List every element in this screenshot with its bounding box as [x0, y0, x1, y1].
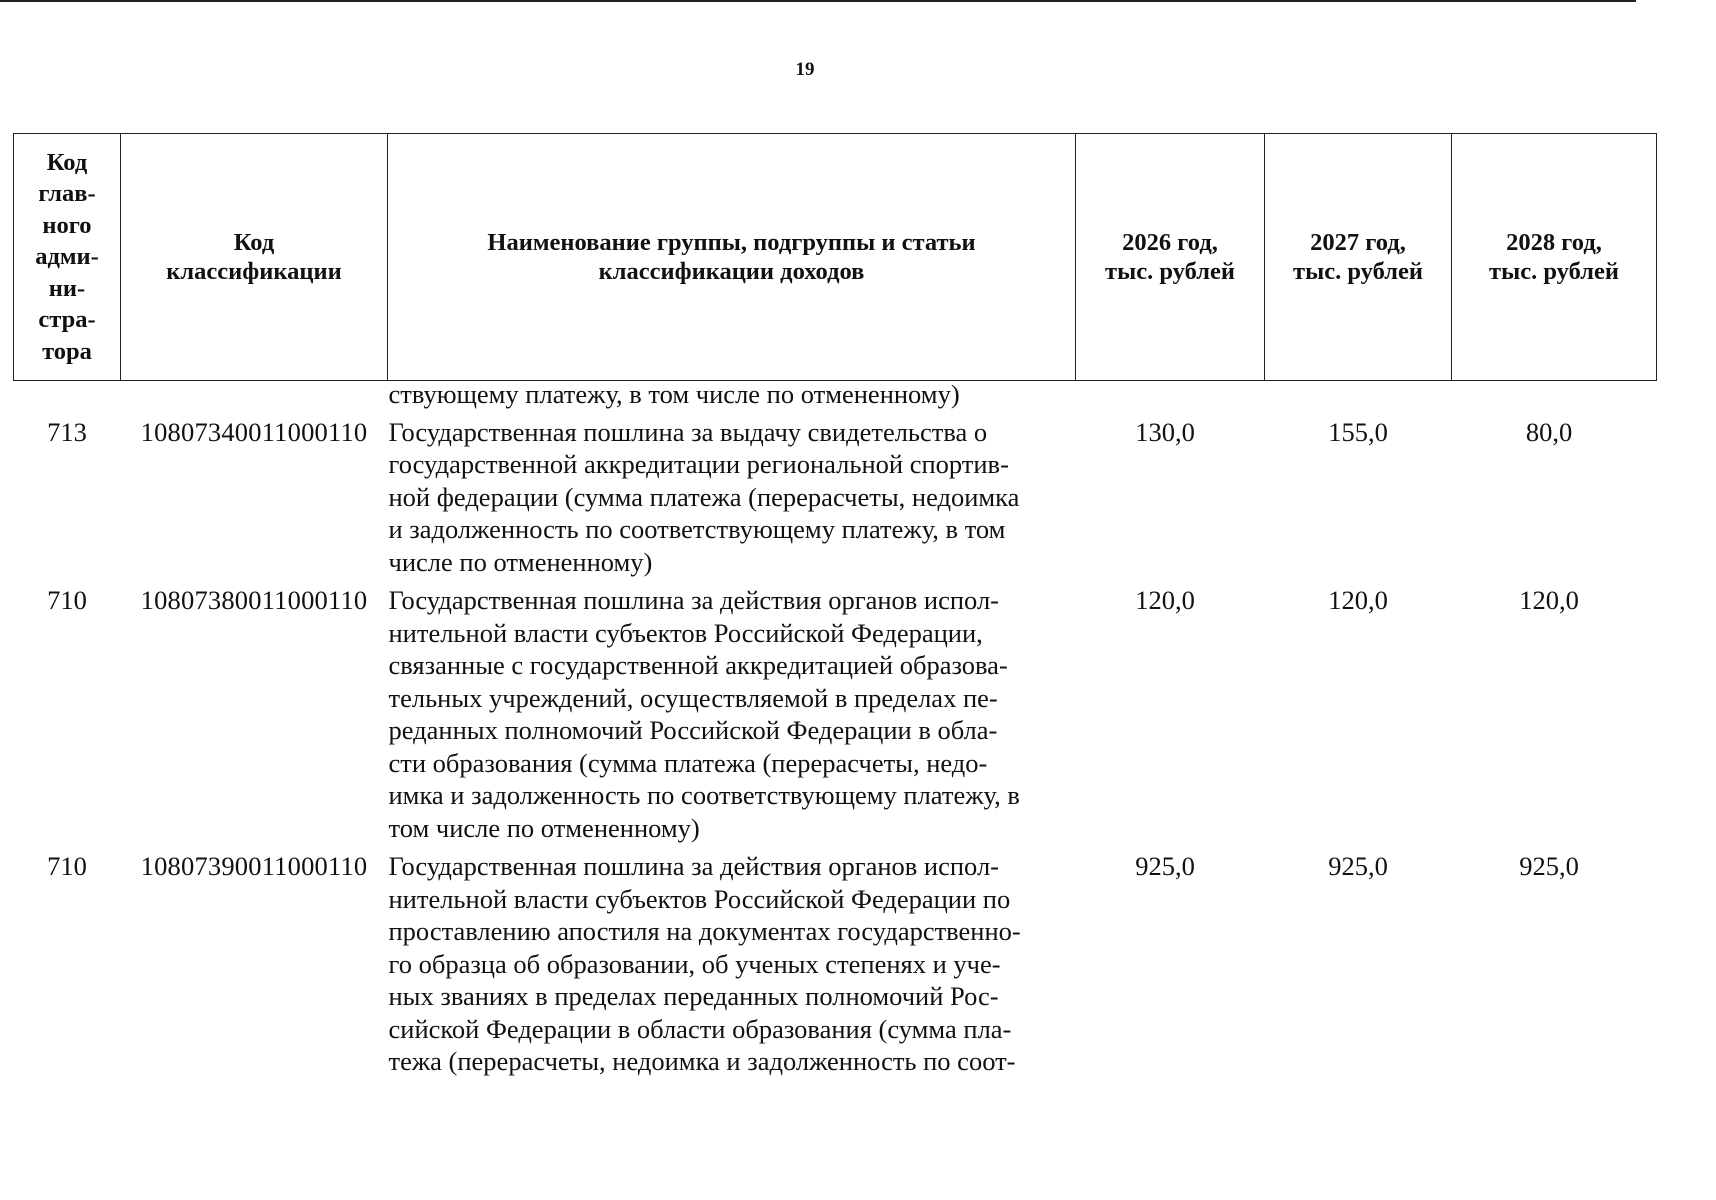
- continuation-text: [388, 381, 1076, 411]
- header-2027-line: 2027 год,: [1310, 229, 1406, 256]
- header-class-code-line: классификации: [166, 258, 342, 285]
- header-class-code-line: Код: [233, 229, 275, 256]
- header-admin-code-line: адми-: [35, 243, 99, 271]
- header-class-code: [121, 134, 388, 381]
- header-admin-code-line: тора: [42, 337, 92, 365]
- header-name-line: Наименование группы, подгруппы и статьи: [487, 229, 976, 256]
- header-2027-line: тыс. рублей: [1293, 258, 1423, 285]
- header-admin-code-line: стра-: [38, 306, 96, 334]
- table-row: [14, 844, 1657, 1078]
- name-line: ствующему платежу, в том числе по отмененному): [388, 379, 960, 409]
- classification-code-cell: 10807390011000110: [140, 851, 368, 881]
- value-2028-cell: 80,0: [1525, 416, 1573, 447]
- name-line: нительной власти субъектов Российской Федерации,: [388, 617, 983, 648]
- header-2026-line: 2026 год,: [1122, 229, 1218, 256]
- header-name: [388, 134, 1076, 381]
- name-line: имка и задолженность по соответствующему платежу, в: [388, 780, 1020, 810]
- admin-code-cell: 710: [47, 585, 87, 615]
- header-admin-code-line: ного: [42, 211, 92, 239]
- name-line: го образца об образовании, об ученых степенях и уче-: [388, 948, 1001, 979]
- cell-empty: [14, 381, 121, 411]
- cell-empty: [1452, 381, 1657, 411]
- name-cell: [388, 844, 1076, 1078]
- header-2028-line: 2028 год,: [1506, 229, 1602, 256]
- name-line: ных званиях в пределах переданных полномочий Рос-: [388, 981, 999, 1011]
- header-admin-code-line: ни-: [48, 274, 86, 302]
- value-2026-cell: 925,0: [1135, 851, 1195, 881]
- name-line: сти образования (сумма платежа (перерасчеты, недо-: [388, 747, 988, 778]
- admin-code-cell: 713: [47, 416, 87, 447]
- classification-code-cell: 10807380011000110: [140, 585, 368, 615]
- top-rule: [0, 0, 1636, 2]
- name-line: ной федерации (сумма платежа (перерасчеты, недоимка: [388, 481, 1020, 512]
- name-cell: [388, 411, 1076, 579]
- value-2028-cell: 120,0: [1519, 585, 1579, 615]
- value-2027-cell: 155,0: [1328, 416, 1388, 447]
- header-admin-code-line: глав-: [38, 180, 96, 208]
- name-line: тельных учреждений, осуществляемой в пределах пе-: [388, 682, 998, 713]
- value-2027-cell: 925,0: [1328, 851, 1388, 881]
- classification-code-cell: 10807340011000110: [140, 416, 368, 447]
- header-2026: [1076, 134, 1265, 381]
- cell-empty: [121, 381, 388, 411]
- header-admin-code: [14, 134, 121, 381]
- header-admin-code-line: Код: [46, 148, 88, 176]
- cell-empty: [1076, 381, 1265, 411]
- page-number: 19: [795, 59, 815, 80]
- cell-empty: [1265, 381, 1452, 411]
- name-line: нительной власти субъектов Российской Федерации по: [388, 883, 1011, 914]
- name-line: сийской Федерации в области образования (сумма пла-: [388, 1013, 1012, 1044]
- name-line: Государственная пошлина за выдачу свидетельства о: [388, 416, 988, 447]
- header-2027: [1265, 134, 1452, 381]
- name-line: тежа (перерасчеты, недоимка и задолженность по соот-: [388, 1046, 1016, 1076]
- name-line: Государственная пошлина за действия органов испол-: [388, 851, 1000, 881]
- header-name-line: классификации доходов: [598, 258, 865, 285]
- header-2028: [1452, 134, 1657, 381]
- name-line: реданных полномочий Российской Федерации в обла-: [388, 715, 998, 745]
- name-cell: [388, 578, 1076, 844]
- revenue-table: [13, 133, 1657, 1078]
- table-row: [14, 578, 1657, 844]
- value-2026-cell: 130,0: [1135, 416, 1195, 447]
- name-line: том числе по отмененному): [388, 812, 700, 843]
- name-line: государственной аккредитации региональной спортив-: [388, 449, 1009, 479]
- table-row: [14, 411, 1657, 579]
- name-line: связанные с государственной аккредитацией образова-: [388, 650, 1008, 680]
- value-2027-cell: 120,0: [1328, 585, 1388, 615]
- name-line: Государственная пошлина за действия органов испол-: [388, 585, 1000, 615]
- header-2028-line: тыс. рублей: [1489, 258, 1619, 285]
- value-2026-cell: 120,0: [1135, 585, 1195, 615]
- name-line: и задолженность по соответствующему платежу, в том: [388, 514, 1006, 544]
- header-2026-line: тыс. рублей: [1105, 258, 1235, 285]
- value-2028-cell: 925,0: [1519, 851, 1579, 881]
- name-line: проставлению апостиля на документах государственно-: [388, 916, 1021, 946]
- admin-code-cell: 710: [47, 851, 87, 881]
- table-row-continuation: [14, 381, 1657, 411]
- table-header-row: [14, 134, 1657, 381]
- name-line: числе по отмененному): [388, 546, 653, 577]
